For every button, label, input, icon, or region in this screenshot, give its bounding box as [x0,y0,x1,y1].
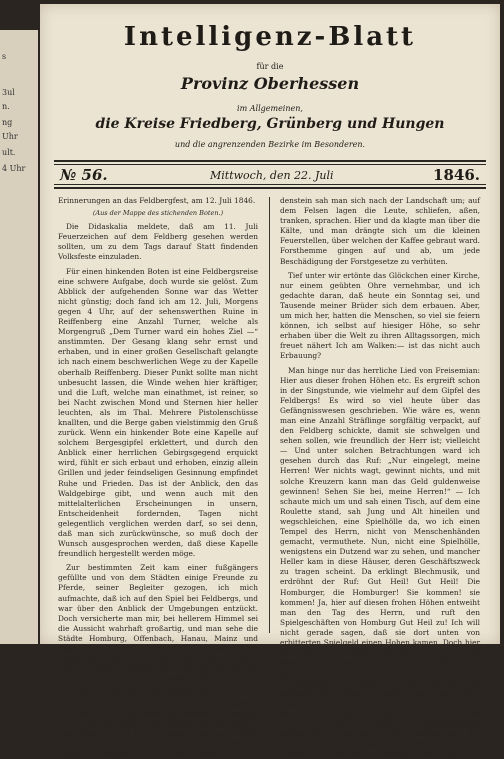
article-paragraph: Man hinge nur das herrliche Lied von Freisemian: Hier aus dieser frohen Höhen etc. Es ergreift schon in der Singstunde, wie vielmehr auf dem Gipfel des Feldbergs! Es wird so viel heute über das Gefängnisswesen geschrieben. Wie wäre es, wenn man eine Anzahl Sträflinge sorgfältig verpackt, auf den Feldberg schickte, damit sie schwelgen und sehen sollen, wie freundlich der Herr ist; vielleicht — Und unter solchen Betrachtungen ward ich gesehen durch das Ruf: „Nur eingelegt, meine Herren! Wer nichts wagt, gewinnt nichts, und mit solche Kreuzern kann man das Geld guldenweise gewinnen! Sehen Sie bei, meine Herren!“ — Ich schaute mich um und sah einen Tisch, auf dem eine Roulette stand, sah Jung und Alt hineilen und wegschleichen, eine Spielhölle da, wo ich einen Tempel des Herrn, nicht von Menschenhänden gemacht, vermuthete. Nun, nicht eine Spielhölle, wenigstens ein Dutzend war zu sehen, und mancher Heller kam in diese Häuser, deren Geschäftszweck zu tragen scheint. Da erklingt Blechmusik, und erdröhnt der Ruf: Gut Heil! Gut Heil! Die Homburger, die Homburger! Sie kommen! sie kommen! Ja, hier auf diesen frohen Höhen entweiht man den Tag des Herrn, und ruft den Spielgeschäften von Homburg Gut Heil zu! Ich will nicht gerade sagen, daß sie dort unten von erbitterten Spielgeld einen Hohen kamen, Doch hier oben ist ein Homburger Streitgedinge, und man knurrt sich dennoch mit Stolz auf den Blechmusik nicht recht hinan: Hier Homburg gute Ordnung! — Die Musik und der Gebrauch der Menschen bei ganz naheliegenden Gläsern, nicht dabei auf meine Wagen auf, wie wurde ich entstellt! Daß die Spiel mir in der Turnergilde, es gibt den Turnern, die mit der in Turngewand getrieben Muthwerkmacht herangefahren kamen. — Ihr werden bei der Feldberg ausbreiten, dass das Roulettenspiel auf den Feldberg überließ ich dem löblichen Feldbergs- [280,366,480,759]
masthead-rule-top [54,160,486,162]
article-paragraph: Es war 8 Uhr Morgens. Schmerzlich waren die schönen Säulen, Orgelmänner, Guitarrenspieler, Polsterklettern, Ganz lanterlebenmotten, Ohrsauger — wie auf einem Jahrmarkt, Volk zu Roß und Wagen, eine Masse, die zu Fuß gekommen war, in Stunden bis auf 10000 Mann. Dabei schoß es, trommelte es, geigte es, trompetete es. Auf dem Brunhil- [58,688,258,759]
subtitle-allgemeinen: im Allgemeinen, [40,104,500,113]
strip-fragment: s [2,52,6,61]
subtitle-provinz: Provinz Oberhessen [40,74,500,93]
adjacent-page-strip [0,30,38,644]
article-column-right [280,196,480,636]
strip-fragment: ng [2,118,12,127]
newspaper-page [40,4,500,644]
strip-fragment: n. [2,102,10,111]
article-paragraph: Die Didaskalia meldete, daß am 11. Juli Feuerzeichen auf dem Feldberg gesehen werden sollten, um zu dem Tags darauf Statt findenden Volksfeste einzuladen. [58,222,258,262]
issue-date: Mittwoch, den 22. Juli [210,169,334,182]
issue-masthead [60,166,480,184]
subtitle-fuer: für die [40,62,500,71]
strip-fragment: ult. [2,148,15,157]
masthead-rule-bottom-thin [54,184,486,185]
strip-fragment: Uhr [2,132,18,141]
strip-fragment: 3ul [2,88,15,97]
strip-fragment: 4 Uhr [2,164,25,173]
masthead-rule-top-thin [54,164,486,165]
article-paragraph: denstein sah man sich nach der Landschaft um; auf dem Felsen lagen die Leute, schliefen, aßen, tranken, sprachen. Hier und da klagte man über die Kälte, und man drängte sich um die kleinen Feuerstellen, über welchen der Kaffee gebraut ward. Forsthemme gingen auf und ab, um jede Beschädigung der Forstgesetze zu verhüten. [280,196,480,267]
subtitle-kreise: die Kreise Friedberg, Grünberg und Hungen [40,116,500,132]
article-heading: Erinnerungen an das Feldbergfest, am 12. Juli 1846. [58,196,258,206]
issue-year: 1846. [433,166,480,184]
subtitle-angrenzend: und die angrenzenden Bezirke im Besonderen. [40,140,500,149]
column-divider [269,197,270,633]
article-paragraph: Zur bestimmten Zeit kam einer fußgängers gefüllte und von dem Städten einige Freunde zu Pferde, seiner Begleiter gezogen, ich mich aufmachte, daß ich auf den Spiel bei Feldbergs, und war über den Anblick der Umgebungen entzückt. Doch versicherte man mir, bei hellerem Himmel sei die Aussicht wahrhaft großartig, und man sehe die Städte Homburg, Offenbach, Hanau, Mainz und Oppenheim, auch erbleiche in Nebelferne Michelstadt, und den Strom; das Ganze gewähre einen herrlichen Anblick über die Gegend, welche sich den ganzen Tag durch günstig erfüllte. [58,563,258,684]
article-paragraph: Tief unter wir ertönte das Glöckchen einer Kirche, nur einem geübten Ohre vernehmbar, und ich gedachte daran, daß heute ein Sonntag sei, und Tausende meiner Brüder sich dem erbauen. Aber, um mich her, hatten die Menschen, so viel sie feiern können, ich selbst auf hiesiger Höhe, so sehr erhaben über die Welt zu ihren Alltagssorgen, mich freuet nähert Ich am Walken:— ist das nicht auch Erbauung? [280,271,480,362]
article-source-note: (Aus der Mappe des stichenden Boten.) [58,208,258,218]
article-column-left [58,196,258,636]
newspaper-title: Intelligenz-Blatt [40,22,500,52]
masthead-rule-bottom [54,187,486,189]
issue-number: № 56. [60,166,108,184]
article-paragraph: Für einen hinkenden Boten ist eine Feldbergsreise eine schwere Aufgabe, doch wurde sie gelöst. Zum Abblick der aufgehenden Sonne war das Wetter nicht günstig; doch fand ich am 12. Juli, Morgens gegen 4 Uhr, auf der sehenswerthen Ruine in Reiffenberg eine Anzahl Turner, welche als Morgengruß „Dem Turner ward ein hohes Ziel —“ anstimmten. Der Gesang klang sehr ernst und erhaben, und in einer großen Gesellschaft gelangte ich nach einem beschwerlichen Wege zu der Kapelle oberhalb Reiffenberg. Dieser Punkt sollte man nicht unbesucht lassen, die Winde wehen hier kräftiger, und die Luft, welche man einathmet, ist reiner, so bei Nacht zwischen Mond und Sternen hier heller leuchten, als im Thal. Mehrere Pistolenschüsse knallten, und die Berge gaben vielstimmig den Gruß zurück. Wenn ein hinkender Bote eine Kapelle auf solchem Bergesgipfel erklettert, und durch den Anblick einer herrlichen Gebirgsgegend erquickt wird, fühlt er sich erbaut und erhoben, einzig allein Grillen und jeder feindseligen Gesinnung empfindet Ruhe und Frieden. Das ist der Anblick, den das Waldgebirge gibt, und wenn auch mit den mittelalterlichen Erscheinungen in unsern, Entscheidenheit fordernden, Tagen nicht gelegentlich verglichen werden darf, so sei denn, daß man sich zurückwünsche, so muß doch der Wunsch ausgesprochen werden, daß diese Kapelle freundlich hergestellt werden möge. [58,267,258,560]
